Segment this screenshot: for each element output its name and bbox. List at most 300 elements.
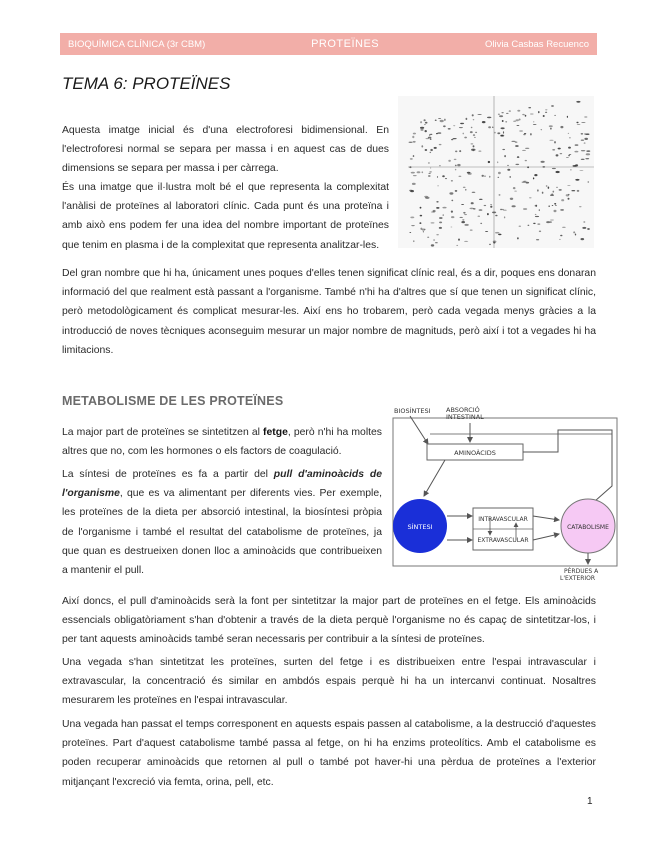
gel-spot [409,142,413,143]
gel-spot [423,231,424,232]
gel-spot [425,122,428,124]
gel-spot [504,216,505,218]
gel-spot [413,240,414,242]
gel-spot [439,227,442,229]
gel-spot [480,223,482,224]
gel-spot [560,153,563,154]
gel-spot [422,171,424,173]
gel-spot [551,105,554,106]
gel-spot [579,206,582,207]
label-intravascular: INTRAVASCULAR [478,516,528,523]
gel-spot [420,215,423,217]
gel-spot [561,199,564,201]
section-paragraph-2: La síntesi de proteïnes es fa a partir del pull d'aminoàcids de l'organisme, que es va alimentant per diferents vies. Per exemple, les proteïnes de la dieta per absorció intestinal, la biosíntesi pròpia de l'organisme i també el resultat del catabolisme de proteïnes, ja que quan es destrueixen donen lloc a aminoàcids que contribueixen a mantenir el pull. [62,469,382,577]
electrophoresis-image [398,96,594,248]
gel-spot [477,114,481,115]
gel-spot [463,187,466,188]
gel-spot [436,234,439,235]
gel-spot [517,110,520,112]
gel-spot [427,237,429,238]
gel-spot [430,149,433,151]
section-paragraph-3: Així doncs, el pull d'aminoàcids serà la font per sintetitzar la major part de proteïnes en el fetge. Els aminoàcids essencials obligatòriament s'han d'obtenir a través de la dieta perquè l'organisme no és capaç de sintetitzar-los, i per tant aquests aminoàcids també seran necessaris per contribuir a la síntesi de proteïnes. [62,596,596,646]
gel-spot [442,175,445,177]
gel-spot [430,139,432,140]
gel-spot [455,169,456,171]
gel-spot [585,158,589,159]
intro-paragraph-1: Aquesta imatge inicial és d'una electroforesi bidimensional. En l'electroforesi normal se separa per massa i en aquest cas de dues dimensions se separa per massa i per càrrega. [62,125,389,175]
gel-spot [498,234,501,236]
gel-spot [470,208,474,210]
amino-pool-term: pull d'aminoàcids de l'organisme [62,469,382,500]
gel-spot [482,121,486,123]
gel-spot [488,161,490,163]
gel-spot [507,165,509,166]
gel-spot [525,160,527,161]
gel-spot [470,230,473,231]
gel-spot [453,138,457,139]
gel-spot [501,112,503,113]
gel-spot [428,175,431,176]
gel-spot [411,225,415,226]
gel-spot [484,176,486,177]
label-biosintesi: BIOSÍNTESI [394,407,431,415]
gel-spot [451,200,453,202]
gel-spot [448,160,451,162]
gel-spot [552,149,555,150]
gel-spot [550,220,554,221]
gel-spot [507,169,510,171]
gel-spot [523,134,526,136]
gel-spot [569,137,571,138]
gel-spot [525,148,529,149]
gel-spot [516,125,519,126]
gel-spot [568,198,570,200]
gel-spot [546,185,548,186]
gel-spot [556,187,557,188]
gel-spot [410,217,414,219]
gel-spot [493,242,495,244]
gel-spot [497,132,500,134]
gel-spot [581,122,585,123]
gel-spot [455,165,457,167]
gel-spot [525,115,527,117]
gel-spot [533,223,536,224]
gel-spot [413,175,417,176]
gel-spot [529,197,532,198]
gel-spot [479,199,483,200]
gel-spot [471,202,474,204]
gel-spot [478,216,481,217]
gel-spot [470,131,473,133]
gel-spot [413,155,415,157]
gel-spot [431,244,434,246]
gel-spot [436,207,439,209]
gel-spot [410,158,413,160]
gel-spot [475,132,477,133]
gel-spot [436,201,438,203]
gel-spot [560,235,562,237]
gel-spot [461,221,465,223]
gel-spot [461,204,464,205]
gel-spot [459,127,463,128]
gel-spot [530,133,532,135]
gel-spot [464,137,467,139]
gel-spot [420,207,422,209]
gel-spot [498,172,501,174]
gel-spot [499,194,501,196]
gel-spot [410,190,414,192]
gel-spot [534,174,537,176]
gel-spot [472,114,474,116]
gel-spot [451,216,454,218]
gel-spot [428,162,430,163]
gel-spot [527,166,529,168]
gel-spot [550,128,552,130]
gel-spot [488,126,491,128]
gel-spot [440,120,444,122]
gel-spot [533,121,534,122]
gel-spot [566,157,569,158]
gel-spot [451,139,453,140]
gel-spot [482,175,484,177]
gel-spot [497,161,498,163]
gel-spot [495,215,497,217]
gel-spot [537,223,540,225]
gel-spot [473,145,475,147]
gel-spot [533,177,534,179]
gel-spot [555,205,557,206]
gel-spot [420,121,422,123]
gel-spot [560,126,563,128]
gel-spot [536,239,539,240]
gel-spot [519,226,522,227]
gel-spot [489,244,491,245]
gel-spot [439,144,442,145]
gel-spot [523,209,527,210]
gel-spot [522,182,526,183]
gel-spot [539,209,540,211]
gel-spot [584,142,586,143]
gel-spot [424,119,426,121]
page-title: TEMA 6: PROTEÏNES [62,74,231,93]
gel-spot [579,170,583,171]
gel-spot [566,194,569,196]
gel-spot [425,149,428,151]
gel-spot [505,121,507,123]
gel-spot [500,209,502,210]
gel-spot [451,180,453,181]
gel-spot [443,125,446,127]
gel-spot [581,133,584,135]
gel-spot [515,164,519,165]
gel-spot [417,171,421,173]
gel-spot [568,147,571,149]
gel-spot [437,186,439,187]
gel-spot [584,134,585,135]
gel-spot [549,125,553,127]
gel-spot [455,190,458,192]
gel-spot [509,110,511,111]
gel-spot [552,168,556,169]
intro-paragraph-3: Del gran nombre que hi ha, únicament unes poques d'elles tenen significat clínic real, és a dir, poques ens donaran informació del que realment està passant a l'organisme. També n'hi ha d'altres que sí que tenen un significat clínic, però metodològicament és complicat mesurar-les. Així ens ho trobarem, però cada vegada menys gràcies a la introducció de noves tècniques aconseguim mesurar un major nombre de magnituds, però així i tot a vegades hi ha limitacions. [62,268,596,356]
gel-spot [443,214,444,215]
gel-spot [514,191,517,192]
gel-spot [574,151,578,153]
gel-spot [431,222,435,223]
gel-spot [585,134,589,135]
gel-spot [439,222,442,224]
gel-spot [437,176,438,177]
gel-spot [428,173,431,174]
gel-spot [462,219,464,220]
gel-spot [510,198,513,200]
gel-spot [545,109,547,110]
gel-spot [541,161,545,163]
gel-spot [554,210,557,212]
gel-spot [575,164,578,166]
gel-spot [451,227,453,228]
metabolism-diagram [390,404,620,582]
page-header [60,33,597,55]
gel-spot [457,164,460,166]
gel-spot [562,227,566,228]
gel-spot [502,149,505,150]
gel-spot [438,118,441,119]
gel-spot [495,232,499,234]
gel-spot [444,119,445,121]
gel-spot [429,171,432,172]
gel-spot [459,150,461,152]
gel-spot [575,144,579,145]
gel-spot [492,212,496,214]
gel-spot [430,152,432,153]
gel-spot [460,123,464,124]
gel-spot [535,216,539,217]
gel-spot [471,149,475,151]
gel-spot [498,114,500,116]
gel-spot [458,176,461,177]
gel-spot [509,176,511,177]
gel-spot [424,124,426,125]
gel-spot [409,232,411,233]
gel-spot [453,125,455,126]
gel-spot [413,141,416,143]
gel-spot [581,150,585,151]
gel-spot [474,137,476,138]
gel-spot [454,159,457,160]
gel-spot [581,140,584,141]
gel-spot [550,195,554,196]
gel-spot [501,135,503,136]
header-course: BIOQUÍMICA CLÍNICA (3r CBM) [68,38,206,50]
gel-spot [516,119,519,121]
gel-spot [424,196,428,198]
gel-spot [567,116,568,118]
gel-spot [554,203,556,205]
gel-spot [571,190,575,191]
gel-spot [455,151,457,153]
gel-spot [517,156,519,158]
gel-spot [442,207,446,209]
gel-spot [559,189,562,191]
gel-spot [558,148,561,150]
gel-spot [556,154,559,156]
gel-spot [411,172,415,174]
gel-spot [494,132,495,134]
header-author: Olivia Casbas Recuenco [484,38,589,50]
gel-spot [429,134,430,136]
label-extravascular: EXTRAVASCULAR [477,537,529,544]
gel-spot [464,214,467,215]
gel-spot [502,120,504,122]
gel-spot [577,124,581,125]
gel-spot [503,131,504,133]
gel-spot [581,238,585,240]
gel-spot [479,209,483,211]
gel-spot [537,189,538,191]
gel-spot [581,159,585,160]
gel-spot [530,114,534,115]
gel-spot [559,239,561,240]
label-sintesi: SÍNTESI [407,523,433,531]
gel-spot [575,234,576,236]
section-heading: METABOLISME DE LES PROTEÏNES [62,394,284,408]
gel-spot [449,192,453,194]
gel-spot [568,133,569,134]
gel-spot [419,222,421,224]
gel-spot [489,176,490,178]
gel-spot [435,120,437,121]
gel-spot [456,245,458,246]
gel-spot [546,221,550,223]
gel-spot [584,138,588,140]
gel-spot [422,229,425,231]
gel-spot [473,134,475,136]
gel-spot [492,127,493,128]
gel-spot [478,151,481,152]
gel-spot [428,137,432,139]
gel-spot [517,237,519,239]
gel-spot [421,145,423,147]
gel-spot [499,115,503,117]
gel-spot [535,214,537,215]
gel-spot [552,205,554,206]
gel-spot [548,187,550,189]
gel-spot [528,107,531,108]
gel-spot [451,211,453,213]
gel-spot [420,127,424,129]
gel-spot [569,154,571,155]
gel-spot [542,166,545,168]
gel-spot [490,204,492,205]
gel-spot [472,192,476,193]
gel-spot [433,210,436,212]
gel-spot [409,166,411,168]
liver-term: fetge [263,427,288,438]
gel-spot [464,241,468,242]
gel-spot [448,128,451,130]
gel-spot [575,179,579,181]
gel-spot [553,191,555,193]
section-paragraph-1: La major part de proteïnes se sintetitzen al fetge, però n'hi ha moltes altres que no, com les hormones o els factors de coagulació. [62,427,383,458]
gel-spot [471,127,473,128]
label-aminoacids: AMINOÀCIDS [454,449,496,457]
gel-spot [519,119,521,121]
gel-spot [439,217,443,219]
gel-spot [522,150,526,151]
gel-spot [460,217,463,218]
gel-spot [583,222,585,223]
gel-spot [560,209,564,211]
gel-spot [463,212,465,214]
gel-spot [573,231,575,233]
gel-spot [556,171,560,173]
gel-spot [501,127,505,129]
gel-spot [471,143,474,144]
gel-spot [577,190,580,192]
gel-spot [512,205,516,207]
gel-spot [554,115,556,116]
gel-spot [548,206,550,207]
label-perdues: PÈRDUES A [564,568,599,575]
gel-spot [586,150,590,152]
gel-spot [567,185,570,186]
gel-spot [487,117,491,119]
gel-spot [570,169,571,170]
gel-spot [539,231,541,233]
header-topic: PROTEÏNES [311,38,380,50]
gel-spot [542,192,544,194]
gel-spot [538,111,539,113]
gel-spot [506,113,509,114]
gel-spot [533,124,537,125]
gel-spot [549,140,553,141]
gel-spot [458,239,460,241]
gel-spot [413,133,416,135]
gel-spot [465,189,466,191]
gel-spot [543,115,545,117]
gel-spot [430,168,431,169]
gel-spot [588,181,590,183]
gel-spot [576,101,580,103]
section-paragraph-4: Una vegada s'han sintetitzat les proteïnes, surten del fetge i es distribueixen entre l'espai intravascular i extravascular, la concentració és similar en ambdós espais perquè hi ha un intercanvi continuat. Nosaltres mesurarem les proteïnes en l'espai intravascular. [62,657,596,707]
gel-spot [445,178,447,179]
gel-spot [582,227,586,229]
gel-spot [519,131,523,132]
gel-spot [412,136,414,138]
gel-spot [433,239,435,241]
gel-spot [535,205,538,207]
label-intestinal: INTESTINAL [446,413,484,421]
page-number: 1 [587,796,593,807]
gel-spot [464,224,468,226]
gel-spot [490,206,492,208]
label-exterior: L'EXTERIOR [560,575,596,582]
gel-spot [511,141,515,142]
section-paragraph-5: Una vegada han passat el temps corresponent en aquests espais passen al catabolisme, a la destrucció d'aquestes proteïnes. Part d'aquest catabolisme també passa al fetge, on hi ha enzims proteolítics. Amb el catabolisme es poden recuperar aminoàcids que retornen al pull o també pot haver-hi una pèrdua de proteïnes a l'exterior mitjançant l'excreció via femta, orina, pell, etc. [62,719,596,788]
intro-paragraph-2: És una imatge que il·lustra molt bé el que representa la complexitat l'anàlisi de proteïnes al laboratori clínic. Cada punt és una proteïna i amb això ens podem fer una idea del nombre important de proteïnes que tenim en plasma i de la complexitat que representa analitzar-les. [62,182,389,251]
gel-spot [545,112,547,113]
gel-spot [484,205,487,206]
gel-spot [576,122,578,123]
label-absorcio: ABSORCIÓ [446,406,480,414]
label-catabolisme: CATABOLISME [567,524,609,531]
gel-spot [554,141,556,143]
gel-spot [466,118,468,120]
gel-spot [522,114,525,115]
gel-spot [412,183,416,185]
gel-spot [504,155,506,157]
